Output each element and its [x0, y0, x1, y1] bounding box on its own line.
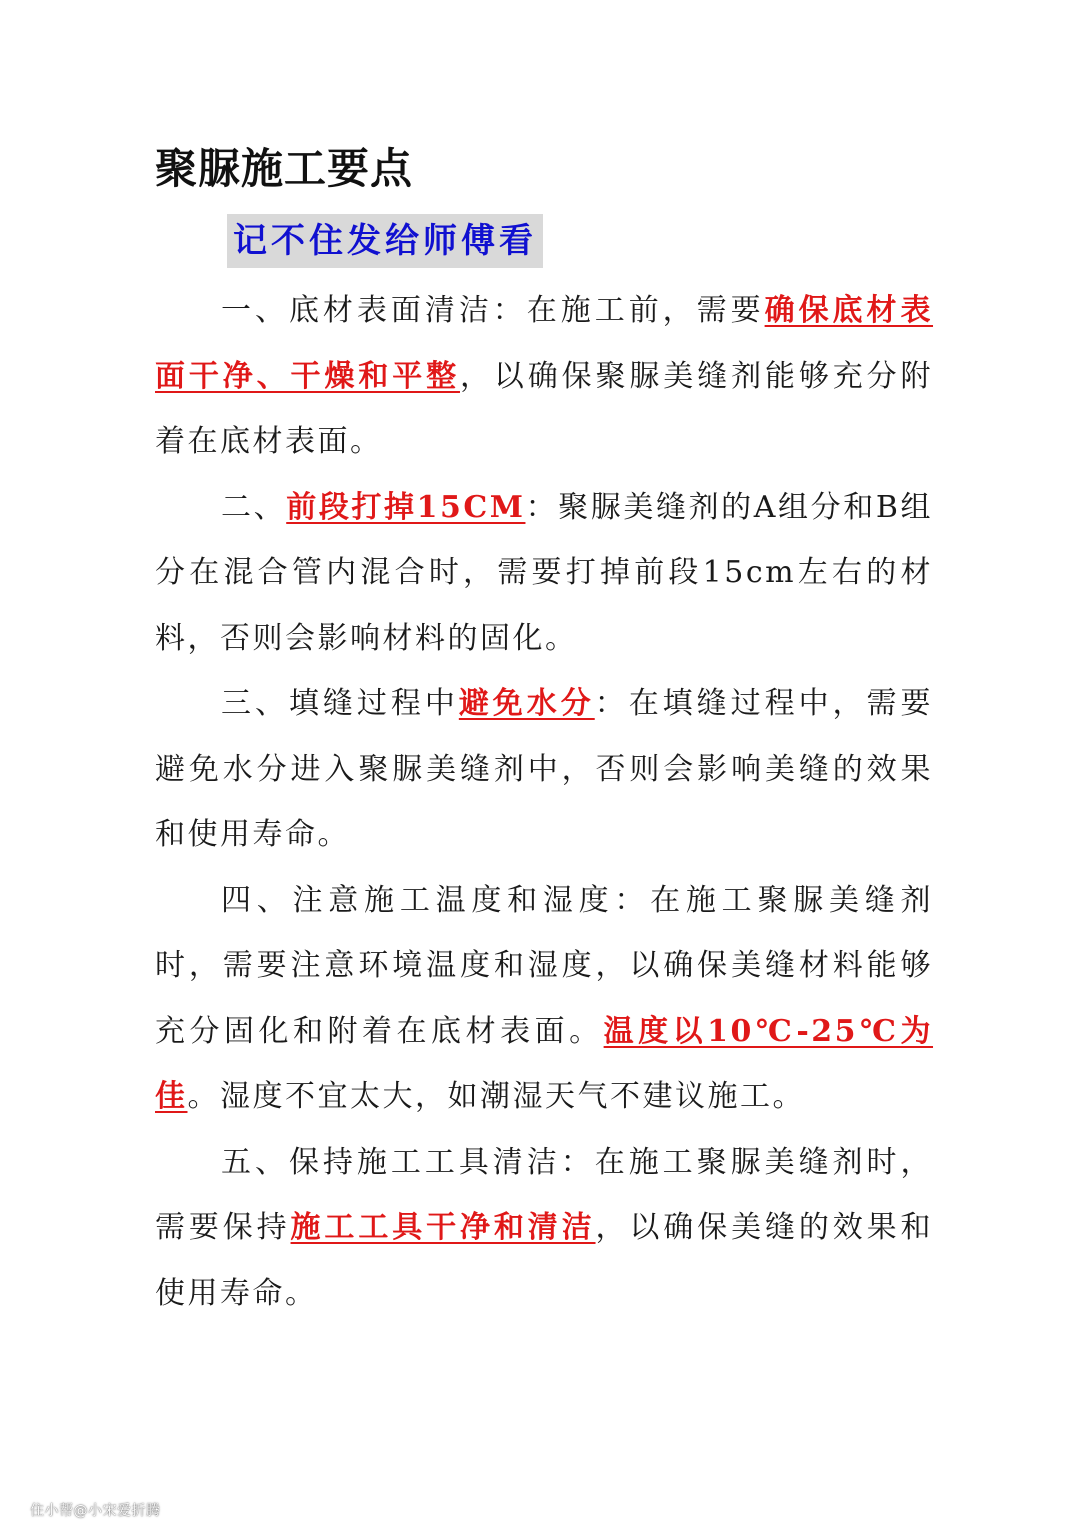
paragraph-5-lead: 五、保持施工工具清洁：在施工聚脲美缝剂时，需要保持	[155, 1144, 933, 1245]
paragraph-4-tail: 。湿度不宜太大，如潮湿天气不建议施工。	[187, 1079, 805, 1114]
paragraph-3-highlight: 避免水分	[458, 686, 595, 721]
paragraph-5-tail: ，以确保美缝的效果和使用寿命。	[155, 1210, 934, 1311]
paragraph-1	[155, 278, 933, 475]
paragraph-1-lead: 一、底材表面清洁：在施工前，需要	[221, 293, 765, 328]
watermark: 住小帮@小宋爱折腾	[30, 1503, 161, 1519]
subtitle-container	[227, 214, 933, 268]
paragraph-2-lead: 二、	[221, 489, 287, 525]
paragraph-5	[155, 1130, 933, 1327]
paragraph-3-lead: 三、填缝过程中	[221, 686, 459, 721]
paragraph-4-lead: 四、注意施工温度和湿度：在施工聚脲美缝剂时，需要注意环境温度和湿度，以确保美缝材料能够充分固化和附着在底材表面。	[155, 882, 933, 1049]
paragraph-5-highlight: 施工工具干净和清洁	[290, 1210, 596, 1245]
paragraph-2-highlight: 前段打掉15CM	[286, 489, 526, 525]
subtitle-banner: 记不住发给师傅看	[227, 214, 543, 268]
paragraph-2	[155, 475, 933, 672]
paragraph-3	[155, 671, 933, 868]
document-page	[155, 138, 933, 1326]
paragraph-4	[155, 868, 933, 1130]
paragraph-4-highlight: 温度以10℃-25℃为佳	[155, 1013, 934, 1114]
paragraph-2-tail: ：聚脲美缝剂的A组分和B组分在混合管内混合时，需要打掉前段15cm左右的材料，否则会影响材料的固化。	[155, 489, 934, 656]
paragraph-1-highlight: 确保底材表面干净、干燥和平整	[155, 293, 934, 394]
paragraph-1-tail: ，以确保聚脲美缝剂能够充分附着在底材表面。	[155, 358, 934, 459]
paragraph-3-tail: ：在填缝过程中，需要避免水分进入聚脲美缝剂中，否则会影响美缝的效果和使用寿命。	[155, 686, 934, 852]
page-title: 聚脲施工要点	[155, 144, 414, 193]
